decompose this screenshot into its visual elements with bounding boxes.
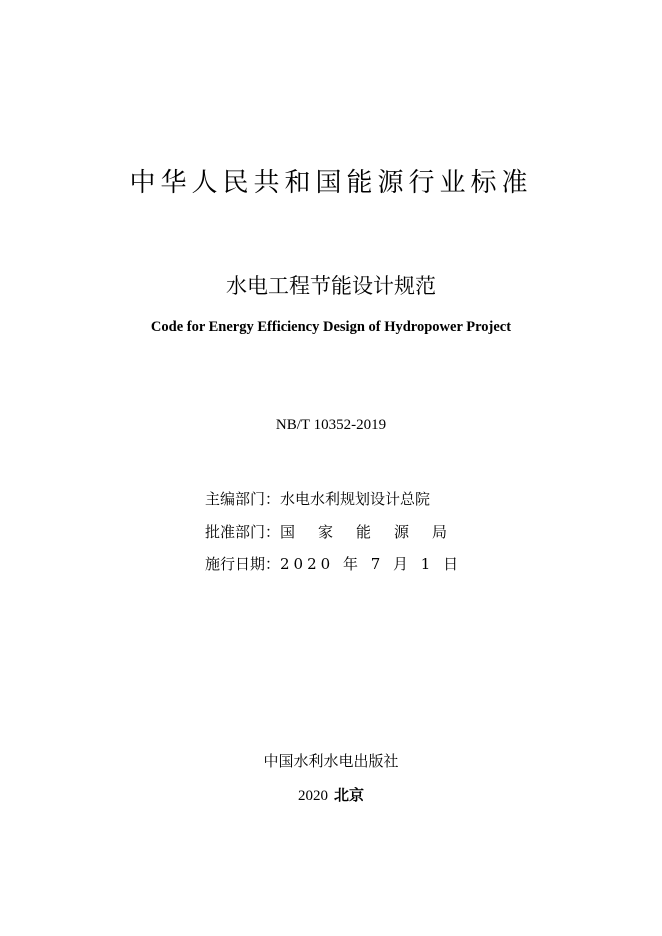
document-title-english: Code for Energy Efficiency Design of Hydropower Project (150, 319, 512, 335)
document-title-chinese: 水电工程节能设计规范 (226, 274, 436, 298)
editor-value: 水电水利规划设计总院 (280, 490, 431, 508)
standard-type: 中华人民共和国能源行业标准 (129, 168, 533, 198)
publisher-name: 中国水利水电出版社 (263, 752, 399, 770)
approver-label: 批准部门： (205, 523, 281, 541)
effective-date-label: 施行日期： (205, 555, 281, 573)
editor-row (205, 489, 430, 509)
approver-row (205, 522, 470, 542)
publication-city: 北京 (333, 786, 364, 804)
publication-info (0, 785, 662, 806)
standard-code: NB/T 10352-2019 (275, 417, 387, 433)
effective-date-row (205, 554, 462, 574)
effective-date-value: 2020 年 7 月 1 日 (280, 555, 463, 573)
publication-year: 2020 (297, 788, 328, 804)
editor-label: 主编部门： (205, 490, 281, 508)
approver-value: 国家能源局 (280, 523, 471, 541)
